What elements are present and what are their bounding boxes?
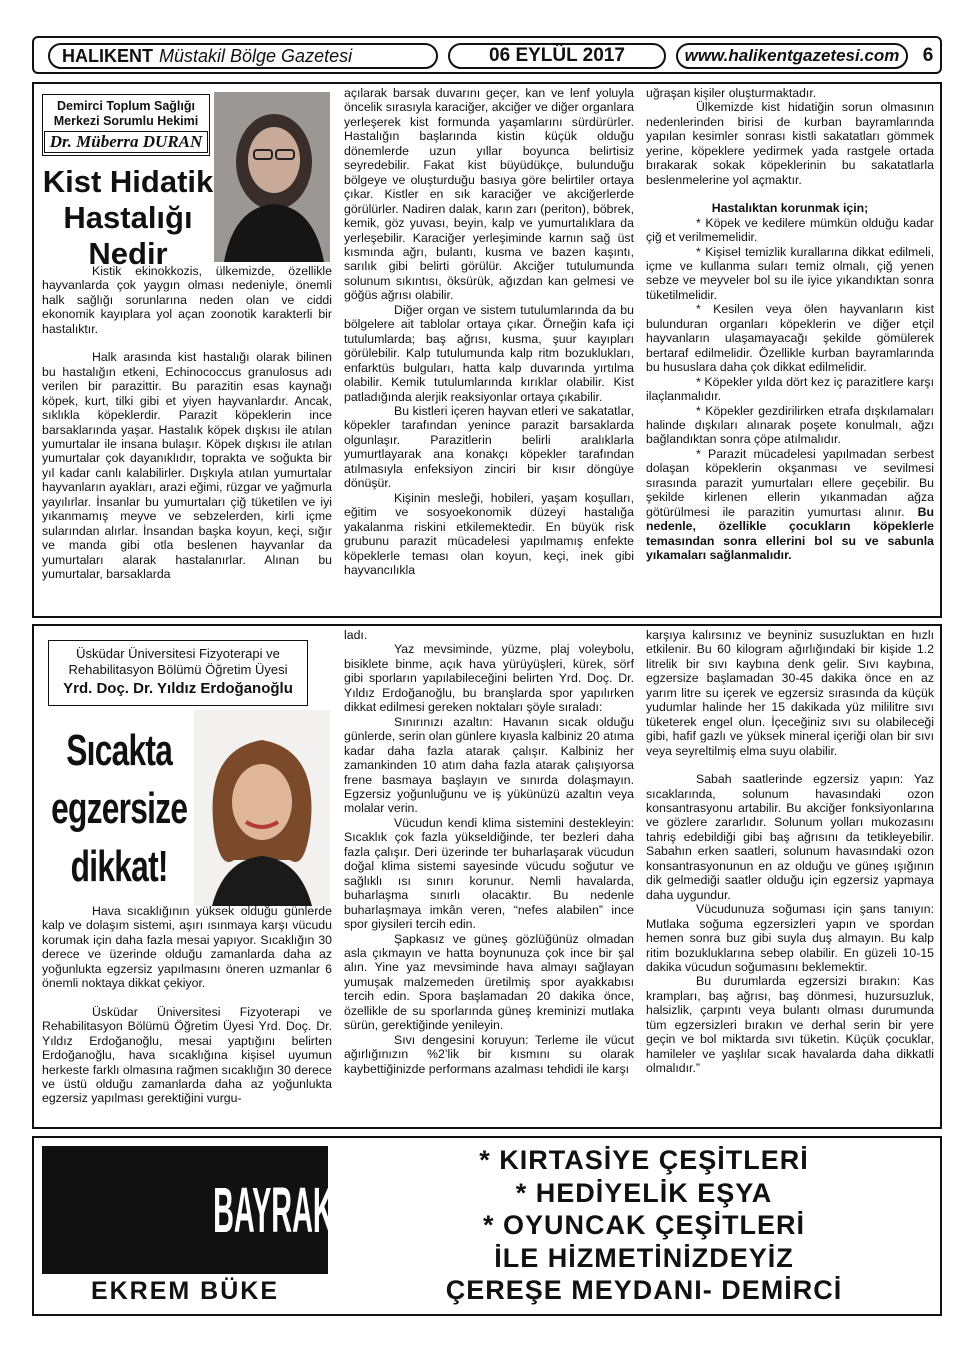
paragraph: uğraşan kişiler oluşturmaktadır. bbox=[646, 86, 817, 100]
shop-logo bbox=[42, 1146, 494, 1274]
bold-conclusion: Bu nedenle, özellikle çocukların köpeklerle temasından sonra ellerini bol su ve sabunla yıkamaları sağlanmalıdır. bbox=[646, 504, 934, 563]
ad-line: * KIRTASİYE ÇEŞİTLERİ bbox=[479, 1145, 809, 1175]
paragraph: Sıvı dengesini koruyun: Terleme ile vücut ağırlığınızın %2’lik bir kısmını su olarak kaybettiğinizde performans azalması tehdidi ile karşı bbox=[344, 1032, 634, 1076]
article-column-2 bbox=[344, 86, 634, 614]
newspaper-name bbox=[48, 43, 438, 69]
article-column-3 bbox=[646, 628, 934, 1126]
paragraph: Halk arasında kist hastalığı olarak bilinen bu hastalığın etkeni, Echinococcus granulosus adı verilen bir parazittir. Bu parazitin esas kaynağı köpek, kurt, tilki gibi et yiyen hayvanlardır. Ancak, sıklıkla köpeklerdir. Parazit köpeklerin ince barsaklarında yaşar. Hastalık köpek dışkısı ile atılan yumurtalar ile insana bulaşır. Köpek dışkısı ile atılan yumurtalar çok dayanıklıdır, toprakta ve soğukta bir yıl kadar canlı kalabilirler. Dışkıyla atılan yumurtalar hayvanların ayakları, arazi eğimi, rüzgar ve yağmurla yayılırlar. İnsanlar bu yumurtaları çiğ tüketilen ve iyi yıkanmamış meyve ve sebzelerden, kirli içme sularından alırlar. İnsandan başka koyun, keçi, sığır ve manda gibi otla beslenen hayvanlar da yumurtaları alarak hastalanırlar. Alınan bu yumurtalar, barsaklarda bbox=[42, 350, 332, 582]
paragraph: Sabah saatlerinde egzersiz yapın: Yaz sıcaklarında, solunum havasındaki ozon konsantrasyonu artabilir. Bu akciğer fonksiyonlarına ve gözlere zararlıdır. Solunum yolları mukozasını tahriş edebildiği gibi baş ağrısını da tetikleyebilir. Sabahın erken saatleri, solunum havasındaki ozon konsantrasyonunun en az olduğu ve güneş ışığının dik gelmediği saatler olduğu için egzersiz yapmaya daha uygundur. bbox=[646, 772, 934, 902]
paragraph: ladı. bbox=[344, 628, 368, 642]
bullet-item bbox=[646, 447, 934, 563]
paragraph: açılarak barsak duvarını geçer, kan ve lenf yoluyla öncelik sırasıyla karaciğer, akciğer ve diğer organlara yerleşerek kist formunda yaşamlarını sürdürürler. Hastalığın başlarında kistin küçük olduğu dönemlerde uzun yıllar boyunca belirtisiz seyredebilir. Fakat kist büyüdükçe, bulunduğu bölgeye ve oluşturduğu basıya göre belirtiler ortaya çıkar. Kistler en sık karaciğer ve akciğerlerde görülürler. Nadiren dalak, karın zarı (periton), böbrek, kemik, göz yuvası, beyin, kalp ve yumurtalıklara da yerleşebilir. Karaciğer yerleşiminde karnın sağ üst kısmında ağrı, bulantı, kusma ve bazen kaşıntı, sarılık gibi belirti görülür. Akciğer tutulumunda solunum sıkıntısı, öksürük, ağızdan kan gelmesi ve göğüs ağrısı olabilir. bbox=[344, 86, 634, 303]
paragraph: Yaz mevsiminde, yüzme, plaj voleybolu, bisiklete binme, açık hava yürüyüşleri, kürek, sörf gibi sporların yapılabileceğini belirten Yrd. Doç. Dr. Yıldız Erdoğanoğlu, bu branşlarda spor yapılırken dikkat edilmesi gereken noktaları şöyle sıraladı: bbox=[344, 642, 634, 715]
title-line: Hastalığı bbox=[63, 200, 193, 235]
author-name: Yrd. Doç. Dr. Yıldız Erdoğanoğlu bbox=[63, 680, 293, 697]
page-header bbox=[32, 36, 942, 74]
subheading: Hastalıktan korunmak için; bbox=[711, 201, 869, 216]
author-box bbox=[48, 640, 308, 706]
portrait-image bbox=[214, 92, 330, 262]
paragraph: Kişinin mesleği, hobileri, yaşam koşulları, eğitim ve sosyoekonomik düzeyi hastalığa yakalanma riskini etkilemektedir. En büyük risk grubunu parazit mücadelesi yapılmamış enfekte köpeklerle teması olan koyun, keçi, inek gibi hayvancılıkla bbox=[344, 490, 634, 577]
paragraph: Kistik ekinokkozis, ülkemizde, özellikle hayvanlarda çok yaygın olması nedeniyle, önemli halk sağlığı sorunlarına neden olan ve ciddi ekonomik kayıplara yol açan zoonotik karakterli bir hastalıktır. bbox=[42, 264, 332, 336]
author-name: Dr. Müberra DURAN bbox=[44, 131, 208, 153]
ad-text bbox=[354, 1144, 934, 1307]
paragraph: Vücudunuza soğuması için şans tanıyın: Mutlaka soğuma egzersizleri yapın ve spordan hemen sonra buz gibi suyla duş almayın. Bu kalp ritim bozukluklarına sebep olabilir. En güzeli 10-15 dakika vücudun soğumasını beklemektir. bbox=[646, 902, 934, 974]
title-line: egzersize bbox=[51, 784, 188, 833]
bullet-item: * Kişisel temizlik kurallarına dikkat edilmeli, içme ve kullanma suları temiz olmalı, çiğ yenen sebze ve meyveler bol su ile iyice yıkandıktan sonra tüketilmelidir. bbox=[646, 244, 934, 302]
bullet-item: * Köpek ve kedilere mümkün olduğu kadar çiğ et verilmemelidir. bbox=[646, 215, 934, 245]
issue-date: 06 EYLÜL 2017 bbox=[448, 43, 666, 69]
bullet-item: * Köpekler gezdirilirken etrafa dışkılamaları halinde dışkıları alınarak poşete konulmalı, ağzı bağlandıktan sonra çöpe atılmalıdır. bbox=[646, 403, 934, 447]
paragraph: Ülkemizde kist hidatiğin sorun olmasının nedenlerinden birisi de kurban bayramlarında yapılan kesimler sonrası kistli sakatatları gömmek yerine, köpeklere yedirmek yada rastgele ortada bırakarak sokak köpeklerinin bu sakatatlarla beslenmelerine yol açmaktır. bbox=[646, 100, 934, 187]
paragraph: karşıya kalırsınız ve beyniniz susuzluktan en hızlı etkilenir. Bu 60 kilogram ağırlığındaki bir kişide 1.2 litrelik bir sıvı kaybına denk gelir. Sıvı kaybına, egzersize başlamadan 30-45 dakika önce en az yarım litre su içerek ve egzersiz sırasında da küçük yudumlar halinde her 15 dakikada yüz mililitre sıvı tüketerek engel olun. İçeceğiniz sıvı su olabileceği gibi, hafif gazlı ve yüksek mineral içeriği olan bir sıvı veya seyreltilmiş elma suyu olabilir. bbox=[646, 628, 934, 758]
author-photo bbox=[194, 710, 330, 906]
advertisement bbox=[32, 1136, 942, 1316]
portrait-image bbox=[194, 710, 330, 906]
article-sicakta-egzersiz bbox=[32, 624, 942, 1129]
article-column-1 bbox=[42, 904, 332, 1126]
logo-text: BAYRAK KIRTASİYE bbox=[213, 1174, 494, 1246]
title-line: dikkat! bbox=[70, 842, 168, 891]
paragraph: Bu durumlarda egzersizi bırakın: Kas krampları, baş ağrısı, baş dönmesi, huzursuzluk, halsizlik, çarpıntı veya bulantı olması durumunda tüm egzersizleri bırakın ve derhal serin bir yere geçin ve bol miktarda sıvı tüketin. Küçük çocuklar, hamileler ve yaşlılar sıcak havalarda daha dikkatli olmalıdır.” bbox=[646, 974, 934, 1076]
author-photo bbox=[214, 92, 330, 262]
newspaper-subtitle: Müstakil Bölge Gazetesi bbox=[159, 45, 353, 66]
author-box bbox=[42, 94, 210, 156]
paragraph: Şapkasız ve güneş gözlüğünüz olmadan asla çıkmayın ve hatta boynunuza çok ince bir şal alın. Yine yaz mevsiminde hava almayı sağlayan yumuşak malzemeden üretilmiş spor ayakkabısı tercih edin. Spora başlamadan 20 dakika önce, özellikle de su sporlarında güneş kreminizi mutlaka sürün, gerektiğinde yenileyin. bbox=[344, 931, 634, 1033]
ad-line: * HEDİYELİK EŞYA bbox=[515, 1177, 773, 1208]
article-title bbox=[40, 722, 198, 896]
ad-address: ÇEREŞE MEYDANI- DEMİRCİ bbox=[445, 1275, 843, 1305]
title-line: Nedir bbox=[88, 236, 168, 271]
paragraph: Üsküdar Üniversitesi Fizyoterapi ve Rehabilitasyon Bölümü Öğretim Üyesi Yrd. Doç. Dr. Yıldız Erdoğanoğlu, mesai yaptığını belirten Erdoğanoğlu, hava sıcaklığına kişisel uyumun herkeste farklı olmasına rağmen sıcaklığın 30 derece ve üstü olduğu zamanlarda daha az yoğunlukta egzersiz yapılması gerektiğini vurgu- bbox=[42, 1004, 332, 1106]
bullet-item: * Kesilen veya ölen hayvanların kist bulunduran organları köpeklerin ve diğer etçil hayvanların ulaşamayacağı şekilde gömülerek bertaraf edilmelidir. Özellikle kurban bayramlarında bu hususlara daha çok dikkat edilmelidir. bbox=[646, 302, 934, 375]
author-affiliation: Üsküdar Üniversitesi Fizyoterapi ve Rehabilitasyon Bölümü Öğretim Üyesi bbox=[68, 646, 288, 677]
website-link[interactable]: www.halikentgazetesi.com bbox=[676, 43, 908, 69]
article-column-2 bbox=[344, 628, 634, 1126]
paragraph: Sınırınızı azaltın: Havanın sıcak olduğu günlerde, serin olan günlere kıyasla kalbiniz 20 atıma kadar daha fazla atarak çalışır. Kalbiniz her zamankinden 10 atım daha fazla atarak çalışıyorsa frene basmaya başlayın ve sınırda dolaşmayın. Egzersiz yoğunluğunu ve iş yükünüzü azaltın veya molalar verin. bbox=[344, 714, 634, 816]
title-line: Kist Hidatik bbox=[42, 164, 214, 199]
article-column-3 bbox=[646, 86, 934, 614]
article-kist-hidatik bbox=[32, 82, 942, 618]
author-affiliation: Demirci Toplum Sağlığı Merkezi Sorumlu Hekimi bbox=[53, 99, 199, 128]
ad-line: İLE HİZMETİNİZDEYİZ bbox=[494, 1242, 794, 1273]
paragraph: Vücudun kendi klima sistemini destekleyin: Sıcaklık çok fazla yükseldiğinde, ter bezleri daha fazla çalışır. Deri üzerinde ter buharlaşarak vücudun doğal klima sistemi sayesinde vücudu soğutur ve sağlıklı ısı sınırı korunur. Nemli havalarda, buharlaşma sınırlı olacaktır. Bu nedenle buharlaşmaya imkân veren, “nefes alabilen” ince spor giysileri tercih edin. bbox=[344, 815, 634, 932]
paragraph: Diğer organ ve sistem tutulumlarında da bu bölgelere ait tablolar ortaya çıkar. Örneğin kafa içi tutulumlarda; baş ağrısı, kusma, şuur kayıpları görülebilir. Kalp tutulumunda kalp ritm bozuklukları, enfarktüs bulguları, hatta kalp duvarında yırtılma olabilir. Kemik tutulumlarında kırıklar olabilir. Kist patladığında alerjik reaksiyonlar ortaya çıkabilir. bbox=[344, 302, 634, 404]
newspaper-title: HALIKENT bbox=[62, 45, 153, 66]
page-number: 6 bbox=[922, 45, 934, 66]
paragraph: Hava sıcaklığının yüksek olduğu günlerde kalp ve dolaşım sistemi, aşırı ısınmaya karşı vücudu korumak için daha fazla mesai yapıyor. Sıcaklığın 30 derece ve üzerinde olduğu zamanlarda daha az yoğunlukta egzersiz yapılmasını öneren uzmanlar 6 önemli noktaya dikkat çekiyor. bbox=[42, 904, 332, 991]
article-column-1 bbox=[42, 264, 332, 614]
article-title bbox=[42, 164, 214, 272]
shop-owner: EKREM BÜKE bbox=[90, 1277, 280, 1305]
title-line: Sıcakta bbox=[66, 726, 173, 775]
bullet-item: * Köpekler yılda dört kez iç parazitlere karşı ilaçlanmalıdır. bbox=[646, 374, 934, 404]
ad-line: * OYUNCAK ÇEŞİTLERİ bbox=[482, 1210, 806, 1240]
bullet-text: * Parazit mücadelesi yapılmadan serbest dolaşan köpeklerin okşanması ve sevilmesi sırasında parazit yumurtaları ellere geçebilir. Bu şekilde kirlenen ellerin yıkanmadan ağza götürülmesi ile parazitin yumurtası alınır. bbox=[646, 446, 934, 519]
paragraph: Bu kistleri içeren hayvan etleri ve sakatatlar, köpekler tarafından yenince parazit barsaklarda olgunlaşır. Parazitlerin belirli aralıklarla yumurtlayarak ana konakçı köpekler tarafından atılmasıyla enfeksiyon zinciri bir kısır döngüye dönüşür. bbox=[344, 403, 634, 491]
